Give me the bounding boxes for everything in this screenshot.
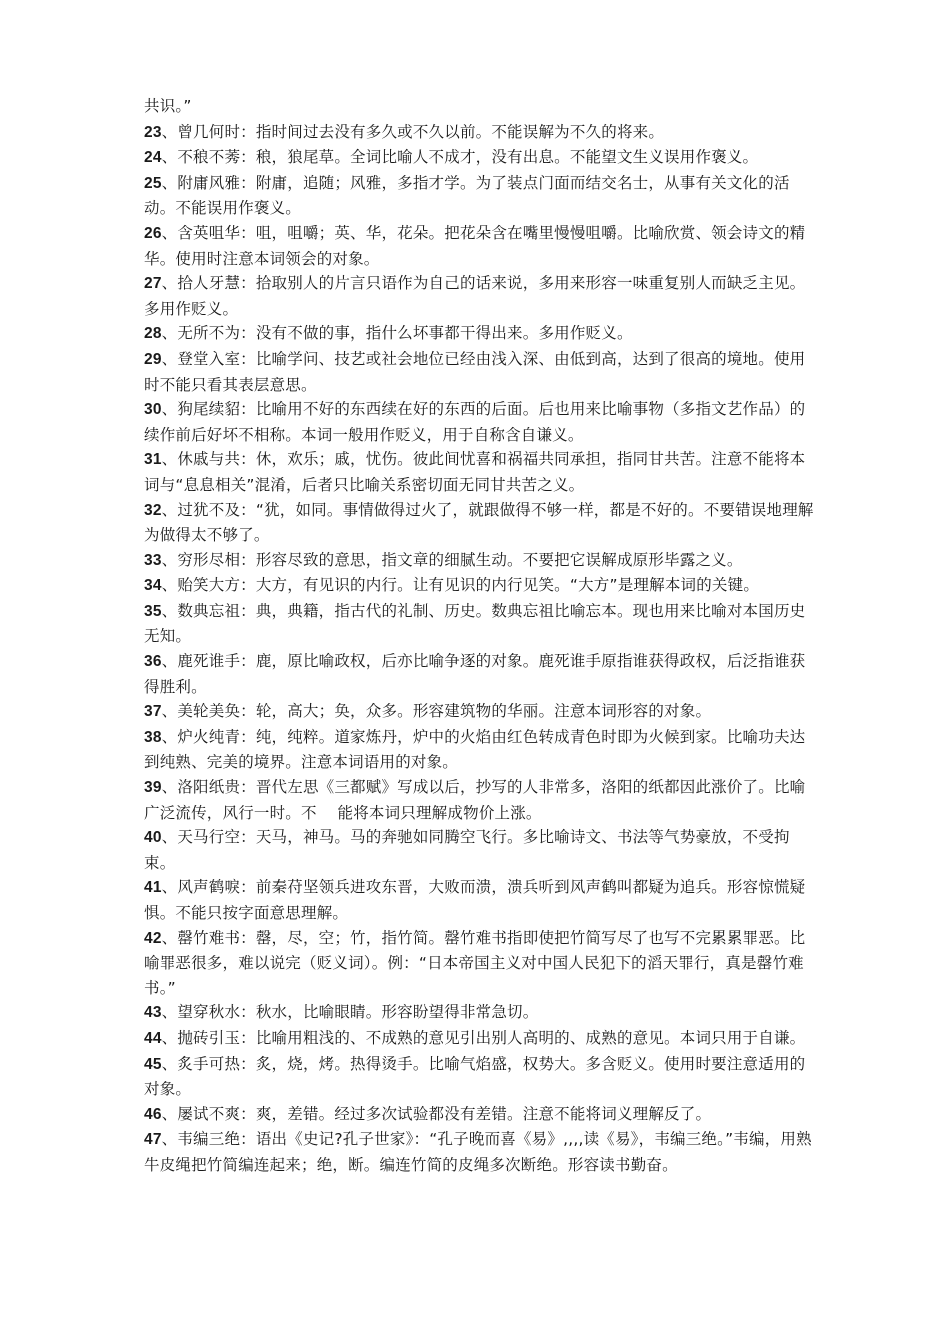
entry-text: 、抛砖引玉：比喻用粗浅的、不成熟的意见引出别人高明的、成熟的意见。本词只用于自谦。 xyxy=(161,1028,806,1047)
entry-number: 47 xyxy=(144,1131,162,1149)
entry-text: 、穷形尽相：形容尽致的意思，指文章的细腻生动。不要把它误解成原形毕露之义。 xyxy=(161,550,743,569)
entry-text: 、无所不为：没有不做的事，指什么坏事都干得出来。多用作贬义。 xyxy=(161,324,633,343)
entry-text: 、登堂入室：比喻学问、技艺或社会地位已经由浅入深、由低到高，达到了很高的境地。使用时不能只看其表层意思。 xyxy=(144,349,806,394)
entry-number: 41 xyxy=(144,879,162,897)
entry-text: 、炉火纯青：纯，纯粹。道家炼丹，炉中的火焰由红色转成青色时即为火候到家。比喻功夫达到纯熟、完美的境界。注意本词语用的对象。 xyxy=(144,727,806,772)
list-item xyxy=(144,1127,820,1177)
list-item xyxy=(144,145,820,171)
entry-number: 23 xyxy=(144,123,162,141)
entry-number: 43 xyxy=(144,1004,162,1022)
entry-text: 、洛阳纸贵：晋代左思《三都赋》写成以后，抄写的人非常多，洛阳的纸都因此涨价了。比喻广泛流传，风行一时。不 能将本词只理解成物价上涨。 xyxy=(144,778,806,822)
list-item xyxy=(144,548,820,574)
entry-text: 、罄竹难书：罄，尽，空；竹，指竹简。罄竹难书指即使把竹简写尽了也写不完累累罪恶。比喻罪恶很多，难以说完（贬义词）。例：“日本帝国主义对中国人民犯下的滔天罪行，真是罄竹难书。” xyxy=(144,928,806,997)
list-item xyxy=(144,94,820,120)
entry-number: 39 xyxy=(144,779,162,797)
list-item xyxy=(144,347,820,397)
entry-text: 、狗尾续貂：比喻用不好的东西续在好的东西的后面。后也用来比喻事物（多指文艺作品）的续作前后好坏不相称。本词一般用作贬义，用于自称含自谦义。 xyxy=(144,400,806,444)
entry-number: 46 xyxy=(144,1105,162,1123)
entry-number: 38 xyxy=(144,728,162,746)
list-item xyxy=(144,221,820,271)
idiom-list xyxy=(144,94,820,1178)
entry-text: 、拾人牙慧：拾取别人的片言只语作为自己的话来说，多用来形容一味重复别人而缺乏主见。多用作贬义。 xyxy=(144,274,806,318)
entry-text: 、贻笑大方：大方，有见识的内行。让有见识的内行见笑。“大方”是理解本词的关键。 xyxy=(161,576,760,595)
entry-text: 共识。” xyxy=(144,97,192,115)
entry-number: 25 xyxy=(144,174,162,192)
entry-number: 37 xyxy=(144,703,162,721)
entry-number: 35 xyxy=(144,602,162,620)
list-item xyxy=(144,397,820,447)
list-item xyxy=(144,775,820,825)
list-item xyxy=(144,926,820,1001)
list-item xyxy=(144,1102,820,1128)
entry-text: 、数典忘祖：典，典籍，指古代的礼制、历史。数典忘祖比喻忘本。现也用来比喻对本国历史无知。 xyxy=(144,601,806,646)
list-item xyxy=(144,498,820,548)
entry-number: 44 xyxy=(144,1029,162,1047)
list-item xyxy=(144,573,820,599)
entry-number: 42 xyxy=(144,929,162,947)
list-item xyxy=(144,120,820,146)
list-item xyxy=(144,699,820,725)
entry-number: 30 xyxy=(144,401,162,419)
list-item xyxy=(144,271,820,321)
entry-text: 、望穿秋水：秋水，比喻眼睛。形容盼望得非常急切。 xyxy=(161,1003,539,1022)
entry-text: 、屡试不爽：爽，差错。经过多次试验都没有差错。注意不能将词义理解反了。 xyxy=(161,1104,712,1123)
entry-text: 、天马行空：天马，神马。马的奔驰如同腾空飞行。多比喻诗文、书法等气势豪放，不受拘束。 xyxy=(144,828,790,872)
entry-text: 、附庸风雅：附庸，追随；风雅，多指才学。为了装点门面而结交名士，从事有关文化的活动。不能误用作褒义。 xyxy=(144,173,790,218)
entry-number: 40 xyxy=(144,829,162,847)
list-item xyxy=(144,725,820,775)
entry-text: 、过犹不及：“犹，如同。事情做得过火了，就跟做得不够一样，都是不好的。不要错误地理解为做得太不够了。 xyxy=(144,500,814,545)
entry-number: 29 xyxy=(144,350,162,368)
list-item xyxy=(144,599,820,649)
entry-number: 45 xyxy=(144,1055,162,1073)
entry-number: 32 xyxy=(144,501,162,519)
entry-number: 34 xyxy=(144,577,162,595)
list-item xyxy=(144,1026,820,1052)
entry-number: 28 xyxy=(144,325,162,343)
list-item xyxy=(144,171,820,221)
entry-text: 、含英咀华：咀，咀嚼；英、华，花朵。把花朵含在嘴里慢慢咀嚼。比喻欣赏、领会诗文的精华。使用时注意本词领会的对象。 xyxy=(144,223,806,268)
entry-text: 、美轮美奂：轮，高大；奂，众多。形容建筑物的华丽。注意本词形容的对象。 xyxy=(161,702,712,721)
entry-text: 、鹿死谁手：鹿，原比喻政权，后亦比喻争逐的对象。鹿死谁手原指谁获得政权，后泛指谁获得胜利。 xyxy=(144,652,806,696)
list-item xyxy=(144,649,820,699)
list-item xyxy=(144,321,820,347)
entry-number: 26 xyxy=(144,224,162,242)
entry-text: 、曾几何时：指时间过去没有多久或不久以前。不能误解为不久的将来。 xyxy=(161,122,665,141)
list-item xyxy=(144,875,820,925)
entry-text: 、炙手可热：炙，烧，烤。热得烫手。比喻气焰盛，权势大。多含贬义。使用时要注意适用的对象。 xyxy=(144,1054,806,1099)
list-item xyxy=(144,825,820,875)
entry-text: 、休戚与共：休，欢乐；戚，忧伤。彼此间忧喜和祸福共同承担，指同甘共苦。注意不能将本词与“息息相关”混淆，后者只比喻关系密切面无同甘共苦之义。 xyxy=(144,450,806,494)
list-item xyxy=(144,1052,820,1102)
entry-text: 、风声鹤唳：前秦苻坚领兵进攻东晋，大败而溃，溃兵听到风声鹤叫都疑为追兵。形容惊慌疑惧。不能只按字面意思理解。 xyxy=(144,878,806,922)
list-item xyxy=(144,447,820,497)
entry-number: 33 xyxy=(144,551,162,569)
entry-number: 31 xyxy=(144,451,162,469)
entry-number: 24 xyxy=(144,149,162,167)
list-item xyxy=(144,1000,820,1026)
entry-text: 、韦编三绝：语出《史记?孔子世家》：“孔子晚而喜《易》,,,,读《易》，韦编三绝。”韦编，用熟牛皮绳把竹简编连起来；绝，断。编连竹简的皮绳多次断绝。形容读书勤奋。 xyxy=(144,1130,812,1174)
entry-number: 36 xyxy=(144,653,162,671)
entry-text: 、不稂不莠：稂，狼尾草。全词比喻人不成才，没有出息。不能望文生义误用作褒义。 xyxy=(161,148,759,167)
entry-number: 27 xyxy=(144,275,162,293)
